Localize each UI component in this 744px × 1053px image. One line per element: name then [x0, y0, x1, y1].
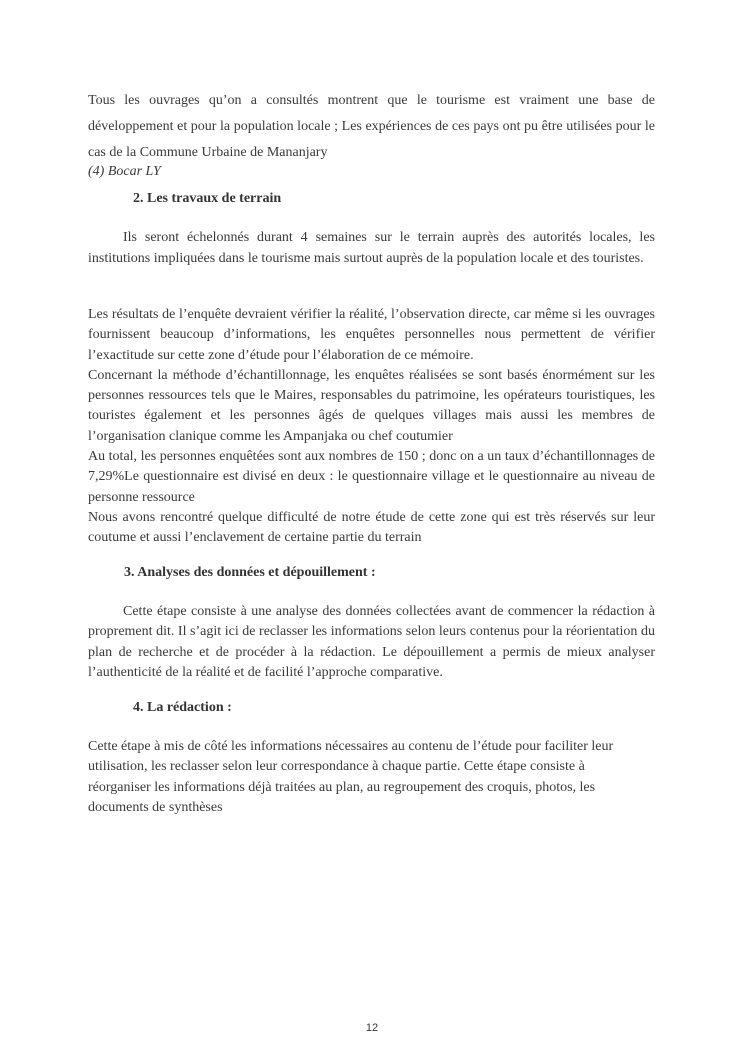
section-heading-redaction: 4. La rédaction : [133, 700, 232, 715]
redaction-line: réorganiser les informations déjà traitées au plan, au regroupement des croquis, photos, les [88, 779, 596, 795]
section-heading-field-work: 2. Les travaux de terrain [133, 191, 282, 206]
survey-paragraph-line: Nous avons rencontré quelque difficulté de notre étude de cette zone qui est très réservés sur leur coutume et aussi l’enclavement de certaine partie du terrain [88, 509, 655, 546]
survey-results-block [88, 305, 655, 549]
citation: (4) Bocar LY [88, 164, 161, 179]
intro-paragraph: Tous les ouvrages qu’on a consultés montrent que le tourisme est vraiment une base de développement et pour la population locale ; Les expériences de ces pays ont pu être utilisées pour le cas de la Commune Urbaine de Mananjary [88, 93, 655, 160]
section-heading-analysis: 3. Analyses des données et dépouillement : [124, 565, 376, 580]
redaction-line: documents de synthèses [88, 799, 223, 815]
analysis-paragraph: Cette étape consiste à une analyse des données collectées avant de commencer la rédaction à proprement dit. Il s’agit ici de reclasser les informations selon leurs contenus pour la réorientation du plan de recherche et de procéder à la rédaction. Le dépouillement a permis de mieux analyser l’authenticité de la réalité et de facilité l’approche comparative. [88, 604, 655, 680]
survey-paragraph-line: Concernant la méthode d’échantillonnage, les enquêtes réalisées se sont basés énormément sur les personnes ressources tels que le Maires, responsables du patrimoine, les opérateurs touristiques, les touristes également et les personnes âgés de quelques villages mais aussi les membres de l’organisation clanique comme les Ampanjaka ou chef coutumier [88, 367, 655, 444]
page-number: 12 [365, 1022, 379, 1034]
field-work-paragraph: Ils seront échelonnés durant 4 semaines sur le terrain auprès des autorités locales, les institutions impliquées dans le tourisme mais surtout auprès de la population locale et des touristes. [88, 230, 655, 266]
survey-paragraph-line: Les résultats de l’enquête devraient vérifier la réalité, l’observation directe, car même si les ouvrages fournissent beaucoup d’informations, les enquêtes personnelles nous permettent de vérifier l’exactitude sur cette zone d’étude pour l’élaboration de ce mémoire. [88, 307, 655, 363]
redaction-line: utilisation, les reclasser selon leur correspondance à chaque partie. Cette étape consiste à [88, 759, 585, 775]
redaction-line: Cette étape à mis de côté les informations nécessaires au contenu de l’étude pour faciliter leur [88, 739, 614, 754]
survey-paragraph-line: Au total, les personnes enquêtées sont aux nombres de 150 ; donc on a un taux d’échantillonnages de 7,29%Le questionnaire est divisé en deux : le questionnaire village et le questionnaire au niveau de personne ressource [88, 449, 655, 505]
redaction-paragraph [88, 737, 655, 818]
